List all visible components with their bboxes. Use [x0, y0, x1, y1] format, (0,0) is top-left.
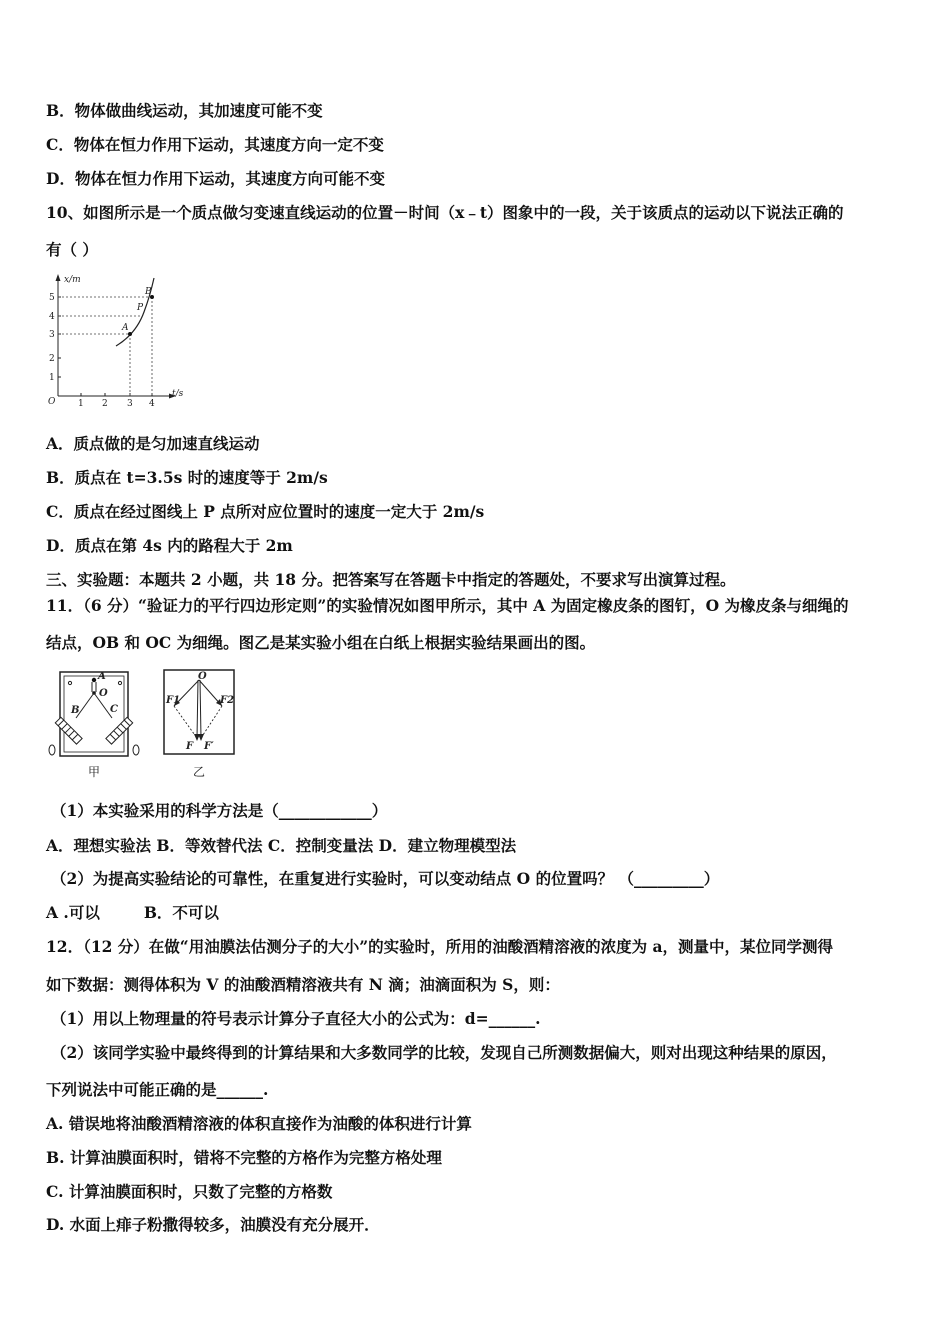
- q11-figure-jia: [44, 666, 144, 782]
- q12-sub2-line1: （2）该同学实验中最终得到的计算结果和大多数同学的比较，发现自己所测数据偏大，则对出现这种结果的原因，: [51, 1043, 837, 1062]
- q10-option-b: B．质点在 t=3.5s 时的速度等于 2m/s: [46, 468, 328, 487]
- q11-sub2-option-a: A .可以: [46, 903, 100, 922]
- q12-sub2-line2: 下列说法中可能正确的是______.: [46, 1080, 269, 1099]
- q11-sub1: （1）本实验采用的科学方法是（____________）: [51, 801, 388, 820]
- q9-option-d: D．物体在恒力作用下运动，其速度方向可能不变: [46, 169, 385, 188]
- svg-text:B: B: [71, 705, 80, 716]
- svg-text:3: 3: [49, 330, 55, 340]
- svg-text:1: 1: [78, 399, 84, 409]
- q11-stem-line2: 结点，OB 和 OC 为细绳。图乙是某实验小组在白纸上根据实验结果画出的图。: [46, 633, 596, 652]
- svg-text:乙: 乙: [192, 765, 206, 779]
- svg-text:3: 3: [127, 399, 133, 409]
- svg-text:O: O: [198, 671, 207, 682]
- svg-text:5: 5: [49, 293, 55, 303]
- q11-figure-yi: [160, 666, 240, 782]
- q9-option-b: B．物体做曲线运动，其加速度可能不变: [46, 101, 323, 120]
- q11-sub2: （2）为提高实验结论的可靠性，在重复进行实验时，可以变动结点 O 的位置吗？ （_________）: [51, 869, 720, 888]
- svg-text:O: O: [48, 397, 56, 407]
- q10-option-a: A．质点做的是匀加速直线运动: [46, 434, 260, 453]
- q10-option-d: D．质点在第 4s 内的路程大于 2m: [46, 536, 293, 555]
- svg-text:O: O: [99, 688, 108, 699]
- svg-text:4: 4: [49, 312, 55, 322]
- svg-text:F1: F1: [166, 695, 181, 706]
- svg-text:B: B: [145, 287, 152, 297]
- svg-text:C: C: [110, 704, 118, 715]
- svg-text:2: 2: [102, 399, 108, 409]
- q12-stem-line2: 如下数据：测得体积为 V 的油酸酒精溶液共有 N 滴；油滴面积为 S，则：: [46, 975, 560, 994]
- q11-stem-line1: 11．（6 分）“验证力的平行四边形定则”的实验情况如图甲所示，其中 A 为固定橡皮条的图钉，O 为橡皮条与细绳的: [46, 596, 849, 615]
- svg-text:2: 2: [49, 354, 55, 364]
- q12-option-b: B. 计算油膜面积时，错将不完整的方格作为完整方格处理: [46, 1148, 442, 1167]
- q12-sub1: （1）用以上物理量的符号表示计算分子直径大小的公式为：d=______.: [51, 1009, 541, 1028]
- q11-sub1-options: A．理想实验法 B．等效替代法 C．控制变量法 D．建立物理模型法: [46, 836, 517, 855]
- svg-text:甲: 甲: [87, 765, 101, 779]
- q11-sub2-options: [46, 903, 219, 923]
- q10-stem-line2: 有（ ）: [46, 240, 98, 259]
- q11-pin-a: [92, 678, 96, 682]
- svg-text:F2: F2: [220, 695, 235, 706]
- section-3-heading: 三、实验题：本题共 2 小题，共 18 分。把答案写在答题卡中指定的答题处，不要求写出演算过程。: [46, 570, 736, 589]
- q9-option-c: C．物体在恒力作用下运动，其速度方向一定不变: [46, 135, 384, 154]
- svg-text:F′: F′: [204, 741, 214, 752]
- svg-text:P: P: [137, 303, 144, 313]
- svg-text:4: 4: [149, 399, 155, 409]
- q11-sub2-option-b: B．不可以: [143, 903, 219, 922]
- svg-text:1: 1: [49, 373, 55, 383]
- q12-option-c: C. 计算油膜面积时，只数了完整的方格数: [46, 1182, 333, 1201]
- q12-stem-line1: 12．（12 分）在做“用油膜法估测分子的大小”的实验时，所用的油酸酒精溶液的浓度为 a，测量中，某位同学测得: [46, 937, 834, 956]
- q12-option-a: A. 错误地将油酸酒精溶液的体积直接作为油酸的体积进行计算: [46, 1114, 472, 1133]
- svg-text:t/s: t/s: [172, 389, 184, 399]
- q12-option-d: D. 水面上痱子粉撒得较多，油膜没有充分展开．: [46, 1215, 380, 1234]
- svg-text:A: A: [122, 323, 129, 333]
- q10-point-a: [128, 332, 132, 336]
- svg-text:A: A: [98, 671, 106, 682]
- svg-text:x/m: x/m: [64, 275, 81, 285]
- svg-text:F: F: [186, 741, 194, 752]
- q10-stem-line1: 10、如图所示是一个质点做匀变速直线运动的位置－时间（x﹣t）图象中的一段，关于该质点的运动以下说法正确的: [46, 203, 844, 222]
- q10-xt-graph: [44, 272, 194, 412]
- q10-option-c: C．质点在经过图线上 P 点所对应位置时的速度一定大于 2m/s: [46, 502, 485, 521]
